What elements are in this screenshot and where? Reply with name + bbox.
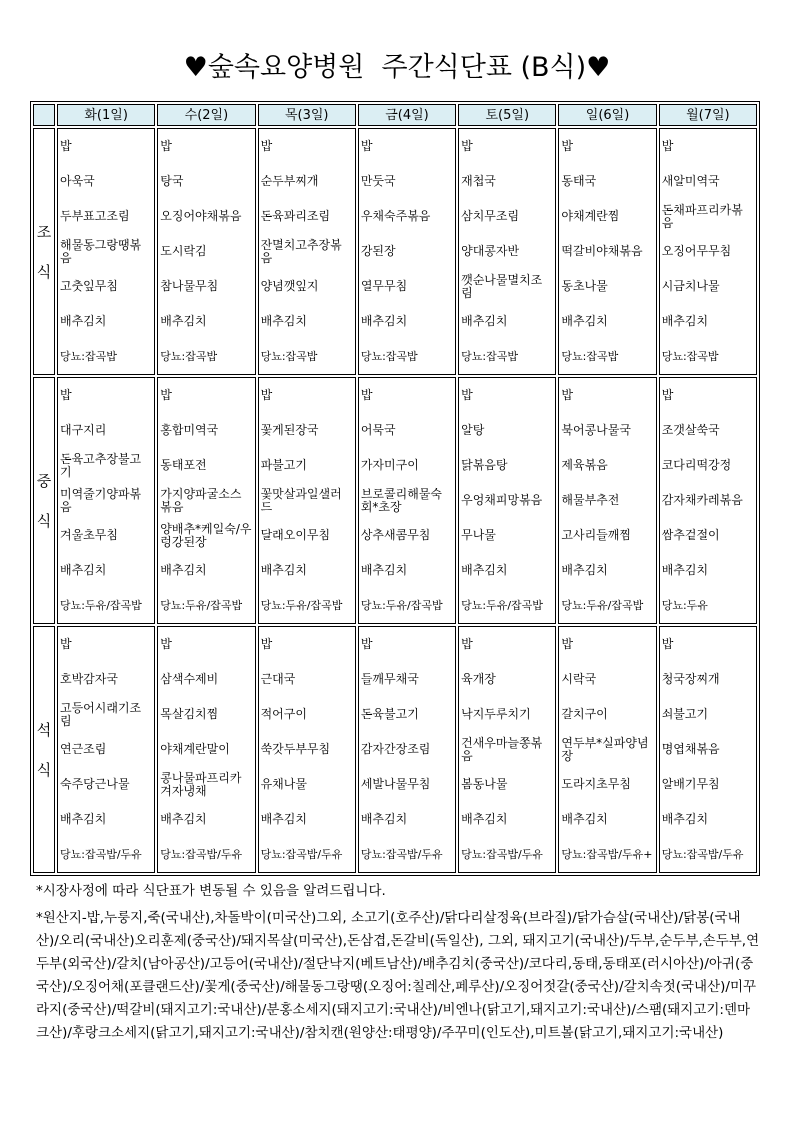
- dish-item: 배추김치: [60, 812, 107, 826]
- page-title: ♥숲속요양병원 주간식단표 (B식)♥: [183, 52, 611, 83]
- dish-item: 배추김치: [260, 563, 307, 577]
- day-meal-cell: [57, 626, 155, 873]
- dish-list: [359, 378, 455, 623]
- dish-item: 돈육꽈리조림: [260, 209, 331, 223]
- dish-item: 당뇨:두유: [661, 599, 708, 612]
- dish-item: 가지양파굴소스볶음: [160, 486, 242, 514]
- dish-list: [259, 129, 355, 374]
- dish-item: 배추김치: [461, 563, 508, 577]
- dish-item: 콩나물파프리카겨자냉채: [160, 770, 242, 798]
- dish-item: 배추김치: [160, 563, 207, 577]
- dish-item: 당뇨:잡곡밥: [561, 350, 619, 363]
- dish-item: 쌈추겉절이: [661, 528, 720, 542]
- dish-item: 밥: [360, 139, 373, 153]
- dish-item: 양대콩자반: [461, 244, 520, 258]
- dish-item: 두부표고조림: [60, 209, 130, 223]
- dish-list: [158, 627, 254, 872]
- dish-item: 근대국: [260, 672, 296, 686]
- day-header: 목(3일): [258, 104, 356, 126]
- dish-item: 우채숙주볶음: [360, 209, 431, 223]
- meal-label-char: 석: [36, 720, 52, 739]
- dish-item: 당뇨:잡곡밥/두유: [461, 848, 543, 861]
- dish-item: 밥: [360, 388, 373, 402]
- dish-item: 닭볶음탕: [461, 458, 508, 472]
- dish-item: 아욱국: [60, 174, 95, 188]
- dish-item: 낙지두루치기: [461, 707, 531, 721]
- dish-item: 배추김치: [60, 563, 107, 577]
- dish-list: [359, 129, 455, 374]
- dish-item: 제육볶음: [561, 458, 608, 472]
- dish-list: [158, 378, 254, 623]
- dish-item: 호박감자국: [60, 672, 118, 686]
- dish-list: [259, 378, 355, 623]
- dish-item: 잔멸치고추장볶음: [260, 237, 342, 265]
- dish-item: 새알미역국: [661, 174, 720, 188]
- dish-item: 깻순나물멸치조림: [461, 272, 543, 300]
- dish-item: 당뇨:잡곡밥/두유: [260, 848, 343, 861]
- dish-item: 당뇨:잡곡밥/두유: [60, 848, 142, 861]
- dish-item: 돈육고추장불고기: [60, 451, 142, 479]
- dish-item: 밥: [260, 139, 273, 153]
- dish-item: 당뇨:잡곡밥/두유: [360, 848, 443, 861]
- day-meal-cell: [659, 626, 757, 873]
- meal-label-char: 조: [36, 222, 52, 241]
- dish-item: 시락국: [561, 672, 597, 686]
- dish-item: 밥: [260, 388, 273, 402]
- dish-list: [660, 129, 756, 374]
- meal-label: [33, 377, 55, 624]
- origin-text: *원산지-밥,누룽지,죽(국내산),차돌박이(미국산)그외, 소고기(호주산)/닭다리살정육(브라질)/닭가슴살(국내산)/닭봉(국내산)/오리(국내산)오리훈제(중국산)/돼지목살(미국산),돈삼겹,돈갈비(독일산), 그외, 돼지고기(국내산)/두부,순두부,손두부,연두부(외국산)/갈치(남아공산)/고등어(국내산)/절단낙지(베트남산)/배추김치(중국산)/코다리,동태,동태포(러시아산)/아귀(중국산)/오징어채(포클랜드산)/꽃게(중국산)/해물동그랑땡(오징어:칠레산,페루산)/오징어젓갈(중국산)/갈치속젓(국내산)/미꾸라지(중국산)/떡갈비(돼지고기:국내산)/분홍소세지(돼지고기:국내산)/비엔나(닭고기,돼지고기:국내산)/스팸(돼지고기:덴마크산)/후랑크소세지(닭고기,돼지고기:국내산)/참치캔(원양산:태평양)/주꾸미(인도산),미트볼(닭고기,돼지고기:국내산): [36, 910, 760, 1041]
- dish-item: 배추김치: [160, 314, 207, 328]
- dish-item: 목살김치찜: [160, 707, 219, 721]
- dish-item: 브로콜리해물숙회*초장: [360, 486, 442, 514]
- dish-item: 당뇨:잡곡밥/두유: [661, 848, 744, 861]
- dish-list: [459, 627, 555, 872]
- dish-item: 들깨무채국: [360, 672, 419, 686]
- dish-item: 밥: [60, 139, 72, 153]
- day-meal-cell: [258, 128, 356, 375]
- dish-item: 배추김치: [260, 812, 307, 826]
- dish-item: 오징어야채볶음: [160, 209, 242, 223]
- dish-item: 동태국: [561, 174, 597, 188]
- dish-item: 파불고기: [260, 458, 307, 472]
- dish-item: 무나물: [461, 528, 496, 542]
- dish-item: 꽃맛살과일샐러드: [260, 486, 342, 514]
- meal-row: [33, 128, 757, 375]
- dish-item: 배추김치: [60, 314, 107, 328]
- dish-item: 배추김치: [360, 314, 408, 328]
- dish-item: 도라지초무침: [561, 777, 631, 791]
- dish-item: 당뇨:잡곡밥: [661, 350, 719, 363]
- dish-item: 당뇨:잡곡밥: [60, 350, 117, 363]
- day-meal-cell: [558, 128, 656, 375]
- dish-item: 쑥갓두부무침: [260, 742, 331, 756]
- meal-label-char: 중: [36, 471, 52, 490]
- dish-item: 고사리들깨찜: [561, 528, 631, 542]
- dish-item: 봄동나물: [461, 777, 508, 791]
- dish-list: [359, 627, 455, 872]
- notice-text: *시장사정에 따라 식단표가 변동될 수 있음을 알려드립니다.: [36, 883, 386, 899]
- dish-item: 당뇨:두유/잡곡밥: [260, 599, 343, 612]
- day-meal-cell: [258, 377, 356, 624]
- dish-item: 오징어무무침: [661, 244, 732, 258]
- meal-label-char: 식: [36, 511, 52, 530]
- dish-item: 배추김치: [360, 563, 408, 577]
- dish-item: 가자미구이: [360, 458, 419, 472]
- dish-item: 밥: [360, 637, 373, 651]
- dish-item: 배추김치: [360, 812, 408, 826]
- dish-item: 탕국: [160, 174, 184, 188]
- dish-item: 조갯살쑥국: [661, 423, 720, 437]
- dish-item: 야채계란말이: [160, 742, 230, 756]
- dish-item: 참나물무침: [160, 279, 219, 293]
- dish-item: 명엽채볶음: [661, 742, 720, 756]
- dish-item: 당뇨:두유/잡곡밥: [561, 599, 644, 612]
- dish-item: 강된장: [360, 244, 396, 258]
- dish-item: 쇠불고기: [661, 707, 709, 721]
- dish-item: 알탕: [461, 423, 485, 437]
- dish-item: 당뇨:잡곡밥/두유+: [561, 848, 653, 861]
- day-meal-cell: [458, 377, 556, 624]
- day-meal-cell: [258, 626, 356, 873]
- day-meal-cell: [358, 128, 456, 375]
- meal-label-char: 식: [36, 262, 52, 281]
- corner-cell: [33, 104, 55, 126]
- day-meal-cell: [57, 128, 155, 375]
- dish-item: 떡갈비야채볶음: [561, 244, 643, 258]
- dish-item: 갈치구이: [561, 707, 608, 721]
- dish-item: 당뇨:두유/잡곡밥: [360, 599, 443, 612]
- dish-item: 밥: [561, 388, 573, 402]
- day-header-row: [33, 104, 757, 126]
- day-header: 월(7일): [659, 104, 757, 126]
- dish-item: 달래오이무침: [260, 528, 331, 542]
- weekly-menu-table: [30, 101, 760, 876]
- dish-item: 당뇨:두유/잡곡밥: [60, 599, 142, 612]
- day-meal-cell: [358, 377, 456, 624]
- dish-list: [559, 378, 655, 623]
- dish-item: 순두부찌개: [260, 174, 319, 188]
- dish-item: 도시락김: [160, 244, 207, 258]
- dish-item: 미역줄기양파볶음: [60, 486, 142, 514]
- day-header: 토(5일): [458, 104, 556, 126]
- dish-item: 돈채파프리카볶음: [661, 202, 743, 230]
- dish-item: 홍합미역국: [160, 423, 219, 437]
- dish-item: 상추새콤무침: [360, 528, 431, 542]
- day-header: 화(1일): [57, 104, 155, 126]
- dish-item: 코다리떡강정: [661, 458, 732, 472]
- meal-row: [33, 377, 757, 624]
- day-meal-cell: [558, 377, 656, 624]
- dish-item: 동태포전: [160, 458, 207, 472]
- dish-list: [459, 378, 555, 623]
- dish-item: 밥: [561, 139, 573, 153]
- dish-item: 세발나물무침: [360, 777, 431, 791]
- dish-item: 양배추*케일숙/우렁강된장: [160, 521, 252, 549]
- dish-item: 밥: [461, 388, 473, 402]
- dish-list: [158, 129, 254, 374]
- dish-item: 배추김치: [461, 812, 508, 826]
- dish-item: 연근조림: [60, 742, 107, 756]
- dish-list: [559, 627, 655, 872]
- dish-item: 밥: [60, 388, 72, 402]
- dish-item: 건새우마늘쫑볶음: [461, 735, 543, 763]
- dish-item: 배추김치: [461, 314, 508, 328]
- dish-list: [259, 627, 355, 872]
- day-meal-cell: [57, 377, 155, 624]
- day-meal-cell: [157, 128, 255, 375]
- dish-item: 배추김치: [561, 563, 608, 577]
- meal-label: [33, 128, 55, 375]
- meal-row: [33, 626, 757, 873]
- dish-list: [58, 378, 154, 623]
- meal-label-char: 식: [36, 760, 52, 779]
- day-meal-cell: [358, 626, 456, 873]
- dish-item: 삼치무조림: [461, 209, 520, 223]
- dish-item: 꽃게된장국: [260, 423, 319, 437]
- dish-item: 어묵국: [360, 423, 396, 437]
- day-meal-cell: [458, 626, 556, 873]
- dish-item: 배추김치: [661, 314, 709, 328]
- dish-item: 배추김치: [661, 812, 709, 826]
- dish-item: 밥: [461, 637, 473, 651]
- dish-list: [459, 129, 555, 374]
- dish-item: 밥: [60, 637, 72, 651]
- dish-item: 적어구이: [260, 707, 307, 721]
- day-header: 금(4일): [358, 104, 456, 126]
- dish-item: 당뇨:두유/잡곡밥: [461, 599, 543, 612]
- dish-item: 대구지리: [60, 423, 107, 437]
- dish-item: 배추김치: [260, 314, 307, 328]
- dish-item: 당뇨:잡곡밥: [360, 350, 418, 363]
- dish-item: 밥: [661, 388, 674, 402]
- dish-item: 당뇨:잡곡밥/두유: [160, 848, 243, 861]
- day-meal-cell: [659, 128, 757, 375]
- dish-item: 밥: [260, 637, 273, 651]
- dish-item: 감자간장조림: [360, 742, 431, 756]
- dish-item: 배추김치: [160, 812, 207, 826]
- dish-list: [58, 627, 154, 872]
- dish-item: 밥: [461, 139, 473, 153]
- dish-item: 당뇨:잡곡밥: [160, 350, 218, 363]
- dish-item: 고춧잎무침: [60, 279, 118, 293]
- meal-label: [33, 626, 55, 873]
- dish-item: 양념깻잎지: [260, 279, 319, 293]
- dish-item: 육개장: [461, 672, 496, 686]
- dish-item: 열무무침: [360, 279, 408, 293]
- dish-item: 당뇨:두유/잡곡밥: [160, 599, 243, 612]
- day-header: 일(6일): [558, 104, 656, 126]
- dish-item: 고등어시래기조림: [60, 700, 142, 728]
- dish-item: 겨울초무침: [60, 528, 118, 542]
- dish-item: 청국장찌개: [661, 672, 720, 686]
- dish-item: 밥: [160, 637, 172, 651]
- dish-item: 밥: [160, 139, 172, 153]
- dish-item: 밥: [661, 139, 674, 153]
- dish-list: [660, 627, 756, 872]
- dish-item: 배추김치: [561, 812, 608, 826]
- day-meal-cell: [458, 128, 556, 375]
- day-meal-cell: [157, 377, 255, 624]
- dish-item: 연두부*실파양념장: [561, 735, 649, 763]
- dish-item: 배추김치: [661, 563, 709, 577]
- dish-item: 해물동그랑땡볶음: [60, 237, 142, 265]
- dish-list: [660, 378, 756, 623]
- dish-item: 유채나물: [260, 777, 307, 791]
- dish-item: 동초나물: [561, 279, 608, 293]
- dish-item: 감자채카레볶음: [661, 493, 743, 507]
- dish-item: 밥: [561, 637, 573, 651]
- dish-item: 재첩국: [461, 174, 496, 188]
- dish-item: 밥: [661, 637, 674, 651]
- dish-item: 알배기무침: [661, 777, 720, 791]
- day-meal-cell: [157, 626, 255, 873]
- dish-item: 북어콩나물국: [561, 423, 631, 437]
- dish-item: 우엉채피망볶음: [461, 493, 543, 507]
- day-header: 수(2일): [157, 104, 255, 126]
- dish-item: 당뇨:잡곡밥: [260, 350, 318, 363]
- dish-list: [559, 129, 655, 374]
- dish-item: 만둣국: [360, 174, 396, 188]
- day-meal-cell: [659, 377, 757, 624]
- menu-body: [33, 128, 757, 873]
- dish-item: 숙주당근나물: [60, 777, 130, 791]
- dish-item: 배추김치: [561, 314, 608, 328]
- day-meal-cell: [558, 626, 656, 873]
- dish-item: 해물부추전: [561, 493, 620, 507]
- dish-list: [58, 129, 154, 374]
- dish-item: 시금치나물: [661, 279, 720, 293]
- dish-item: 밥: [160, 388, 172, 402]
- dish-item: 삼색수제비: [160, 672, 219, 686]
- dish-item: 돈육불고기: [360, 707, 419, 721]
- dish-item: 당뇨:잡곡밥: [461, 350, 518, 363]
- dish-item: 야채계란찜: [561, 209, 620, 223]
